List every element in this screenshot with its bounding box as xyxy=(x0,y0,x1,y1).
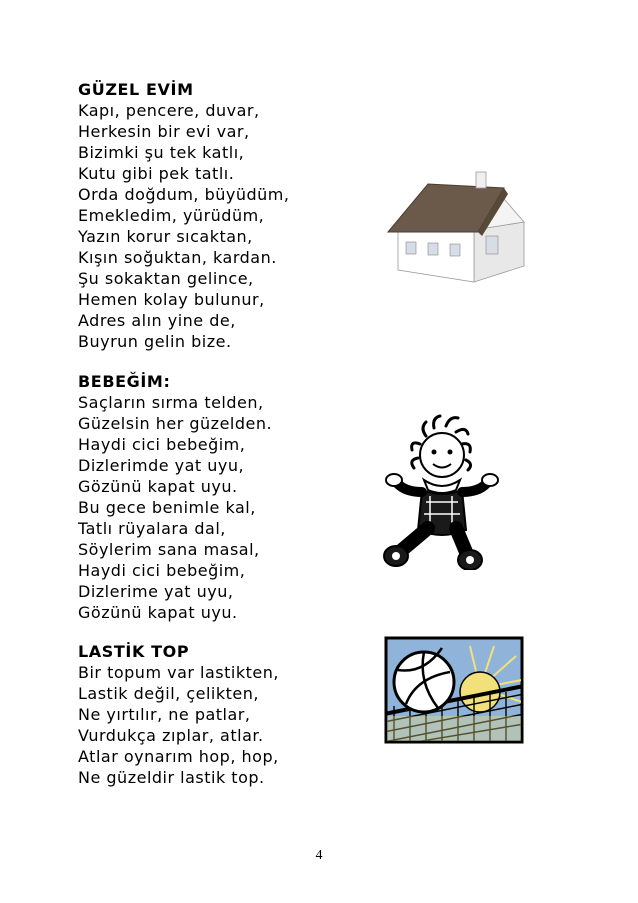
poem-line: Ne güzeldir lastik top. xyxy=(78,768,265,787)
poem-line: Adres alın yine de, xyxy=(78,311,236,330)
rag-doll-illustration xyxy=(372,410,512,570)
poem-line: Emekledim, yürüdüm, xyxy=(78,206,265,225)
poem-line: Tatlı rüyalara dal, xyxy=(78,519,226,538)
house-illustration xyxy=(386,170,536,286)
poem-line: Yazın korur sıcaktan, xyxy=(78,227,253,246)
poem-line: Buyrun gelin bize. xyxy=(78,332,232,351)
poem-line: Söylerim sana masal, xyxy=(78,540,260,559)
poem-line: Kışın soğuktan, kardan. xyxy=(78,248,277,267)
poem-lastik-top xyxy=(78,641,279,788)
poem-title: LASTİK TOP xyxy=(78,642,190,661)
poem-guzel-evim xyxy=(78,79,289,352)
poem-line: Şu sokaktan gelince, xyxy=(78,269,254,288)
poem-line: Bizimki şu tek katlı, xyxy=(78,143,245,162)
poem-line: Ne yırtılır, ne patlar, xyxy=(78,705,251,724)
poem-line: Lastik değil, çelikten, xyxy=(78,684,259,703)
poem-line: Dizlerime yat uyu, xyxy=(78,582,234,601)
doll-head xyxy=(420,433,464,477)
poem-line: Orda doğdum, büyüdüm, xyxy=(78,185,290,204)
poem-line: Kutu gibi pek tatlı. xyxy=(78,164,235,183)
volleyball-net-illustration xyxy=(384,636,524,744)
chimney xyxy=(476,172,486,188)
poem-line: Dizlerimde yat uyu, xyxy=(78,456,245,475)
poem-line: Hemen kolay bulunur, xyxy=(78,290,265,309)
poem-line: Bir topum var lastikten, xyxy=(78,663,279,682)
poem-line: Güzelsin her güzelden. xyxy=(78,414,273,433)
poem-line: Atlar oynarım hop, hop, xyxy=(78,747,279,766)
poem-line: Herkesin bir evi var, xyxy=(78,122,250,141)
poem-line: Kapı, pencere, duvar, xyxy=(78,101,260,120)
poem-line: Haydi cici bebeğim, xyxy=(78,561,246,580)
poem-title: GÜZEL EVİM xyxy=(78,80,194,99)
poem-title: BEBEĞİM: xyxy=(78,372,171,391)
poem-bebegim xyxy=(78,371,272,623)
poem-line: Bu gece benimle kal, xyxy=(78,498,256,517)
page-number: 4 xyxy=(315,848,323,863)
poem-line: Haydi cici bebeğim, xyxy=(78,435,246,454)
poem-line: Gözünü kapat uyu. xyxy=(78,603,238,622)
poem-line: Vurdukça zıplar, atlar. xyxy=(78,726,264,745)
poem-line: Saçların sırma telden, xyxy=(78,393,264,412)
poem-line: Gözünü kapat uyu. xyxy=(78,477,238,496)
